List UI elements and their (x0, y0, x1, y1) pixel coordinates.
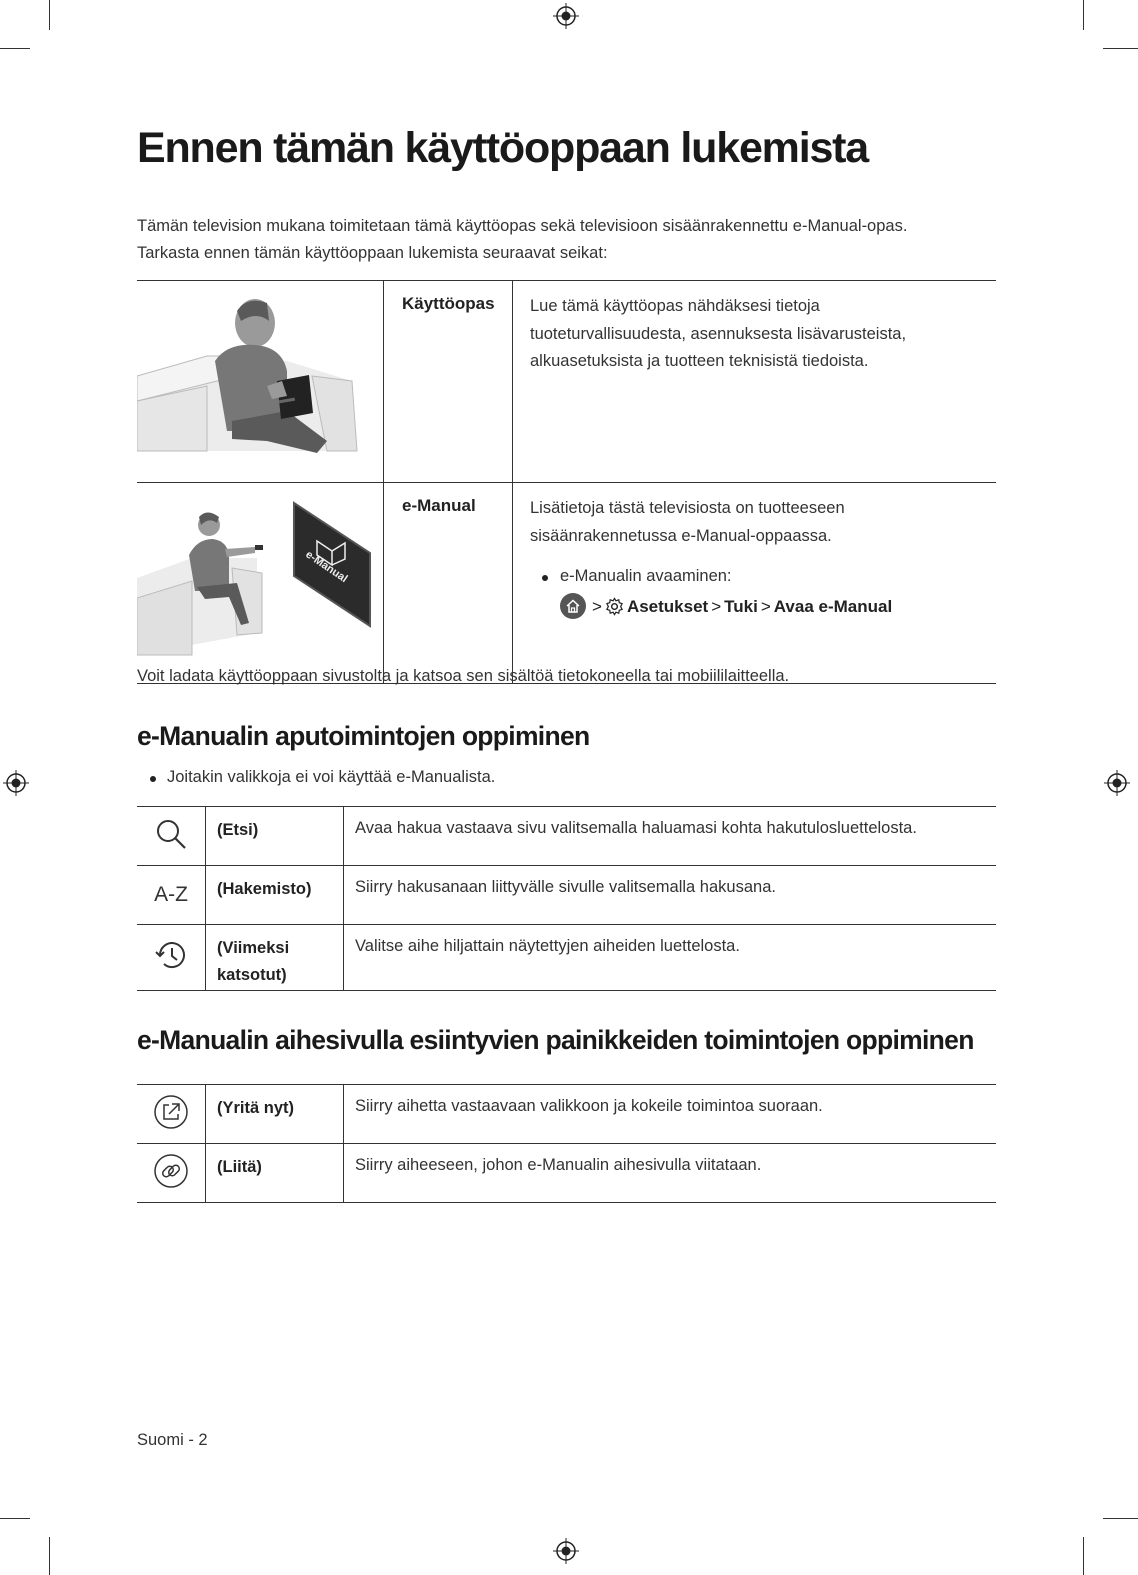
guide-description-line: sisäänrakennetussa e-Manual-oppaassa. (530, 526, 832, 545)
guide-description (513, 281, 997, 483)
intro-line: Tämän television mukana toimitetaan tämä käyttöopas sekä televisioon sisäänrakennettu e-Manual-opas. (137, 217, 908, 235)
guide-label: Käyttöopas (384, 281, 513, 483)
link-icon (137, 1144, 206, 1203)
gear-icon (605, 597, 624, 616)
function-description: Avaa hakua vastaava sivu valitsemalla haluamasi kohta hakutulosluettelosta. (344, 807, 997, 866)
crop-mark (0, 48, 30, 49)
page-title: Ennen tämän käyttöoppaan lukemista (137, 124, 868, 172)
guide-row-user-manual (137, 281, 996, 483)
crop-mark (49, 1537, 50, 1575)
menu-path-settings: Asetukset (626, 596, 709, 616)
guide-description-line: alkuasetuksista ja tuotteen teknisistä tiedoista. (530, 352, 869, 370)
function-description: Siirry hakusanaan liittyvälle sivulle valitsemalla hakusana. (344, 866, 997, 925)
crop-mark (1083, 1537, 1084, 1575)
button-label: (Yritä nyt) (206, 1085, 344, 1144)
function-description: Valitse aihe hiljattain näytettyjen aiheiden luettelosta. (344, 925, 997, 991)
function-label: (Etsi) (206, 807, 344, 866)
crop-mark (0, 1518, 30, 1519)
svg-text:e-Manual: e-Manual (303, 548, 350, 586)
bullet-text: e-Manualin avaaminen: (560, 567, 732, 585)
search-icon (137, 807, 206, 866)
menu-path-support: Tuki (724, 596, 758, 616)
registration-mark-icon (1104, 770, 1130, 796)
crop-mark (1103, 1518, 1138, 1519)
try-now-icon (137, 1085, 206, 1144)
button-description: Siirry aihetta vastaavaan valikkoon ja kokeile toimintoa suoraan. (344, 1085, 997, 1144)
history-icon (137, 925, 206, 991)
help-functions-table (137, 806, 996, 991)
person-watching-e-manual-illustration (137, 483, 383, 671)
button-label: (Liitä) (206, 1144, 344, 1203)
guide-row-e-manual (137, 483, 996, 684)
guides-table (137, 280, 996, 684)
menu-path-open-e-manual: Avaa e-Manual (773, 596, 893, 616)
chevron-right-icon: > (711, 596, 722, 616)
download-note: Voit ladata käyttöoppaan sivustolta ja katsoa sen sisältöä tietokoneella tai mobiililaitteella. (137, 667, 790, 685)
chevron-right-icon: > (592, 596, 602, 616)
e-manual-illustration-cell (137, 483, 384, 684)
guide-description-line: Lisätietoja tästä televisiosta on tuotteeseen (530, 499, 845, 517)
table-row (137, 866, 996, 925)
button-description: Siirry aiheeseen, johon e-Manualin aihesivulla viitataan. (344, 1144, 997, 1203)
guide-description-line: tuoteturvallisuudesta, asennuksesta lisävarusteista, (530, 324, 907, 343)
user-manual-illustration-cell (137, 281, 384, 483)
section-heading-topic-buttons: e-Manualin aihesivulla esiintyvien painikkeiden toimintojen oppiminen (137, 1025, 974, 1055)
open-e-manual-bullet (530, 563, 996, 620)
topic-buttons-table (137, 1084, 996, 1203)
table-row (137, 1085, 996, 1144)
registration-mark-icon (553, 1538, 579, 1564)
guide-description-line: Lue tämä käyttöopas nähdäksesi tietoja (530, 297, 820, 315)
table-row (137, 807, 996, 866)
crop-mark (1103, 48, 1138, 49)
registration-mark-icon (3, 770, 29, 796)
function-label: (Viimeksi katsotut) (206, 925, 344, 991)
menu-path (560, 593, 996, 621)
crop-mark (49, 0, 50, 30)
page-number: Suomi - 2 (137, 1431, 208, 1449)
person-reading-manual-illustration (137, 281, 383, 470)
home-icon (560, 593, 586, 619)
table-row (137, 1144, 996, 1203)
guide-description (513, 483, 997, 684)
registration-mark-icon (553, 3, 579, 29)
guide-label: e-Manual (384, 483, 513, 684)
crop-mark (1083, 0, 1084, 30)
function-label: (Hakemisto) (206, 866, 344, 925)
intro-text (137, 213, 907, 267)
section-bullet: Joitakin valikkoja ei voi käyttää e-Manualista. (137, 768, 495, 787)
chevron-right-icon: > (760, 596, 771, 616)
az-icon-text: A-Z (154, 883, 188, 906)
az-icon (137, 866, 206, 925)
intro-line: Tarkasta ennen tämän käyttöoppaan lukemista seuraavat seikat: (137, 244, 608, 262)
section-heading-help-functions: e-Manualin aputoimintojen oppiminen (137, 721, 590, 751)
table-row (137, 925, 996, 991)
